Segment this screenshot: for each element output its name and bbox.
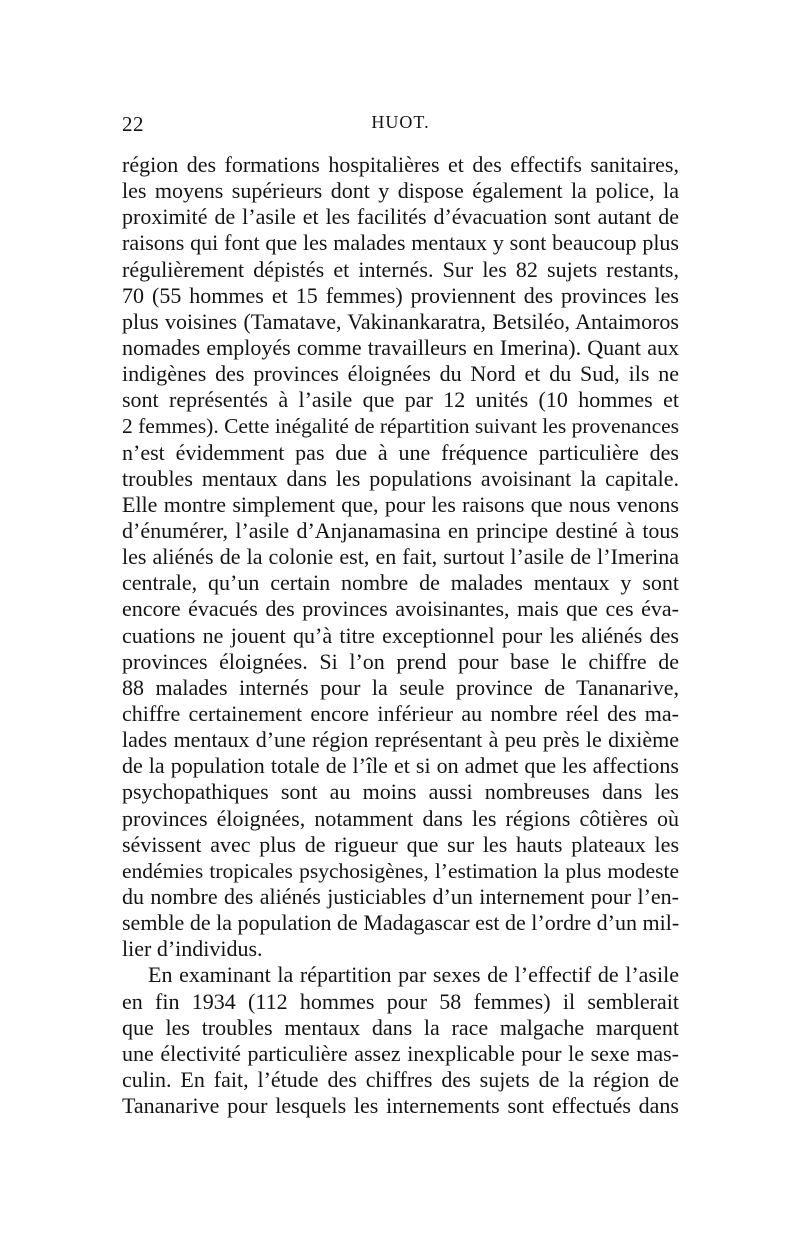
- page-number: 22: [122, 112, 144, 136]
- text-line: les aliénés de la colonie est, en fait, surtout l’asile de l’Imerina: [122, 544, 679, 570]
- text-line: centrale, qu’un certain nombre de malades mentaux y sont: [122, 570, 679, 596]
- text-line: n’est évidemment pas due à une fréquence particulière des: [122, 439, 679, 465]
- text-line: semble de la population de Madagascar est de l’ordre d’un mil-: [122, 910, 680, 936]
- text-line: proximité de l’asile et les facilités d’évacuation sont autant de: [122, 204, 679, 230]
- text-line: en fin 1934 (112 hommes pour 58 femmes) il semblerait: [122, 988, 679, 1014]
- text-line: Tananarive pour lesquels les internements sont effectués dans: [122, 1093, 679, 1119]
- text-line: du nombre des aliénés justiciables d’un internement pour l’en-: [122, 883, 679, 909]
- running-head: HUOT.: [371, 112, 430, 132]
- text-line: endémies tropicales psychosigènes, l’estimation la plus modeste: [122, 858, 679, 883]
- text-line: sévissent avec plus de rigueur que sur les hauts plateaux les: [122, 831, 679, 857]
- text-line: région des formations hospitalières et des effectifs sanitaires,: [122, 152, 679, 177]
- text-line: que les troubles mentaux dans la race malgache marquent: [122, 1014, 679, 1040]
- text-line: chiffre certainement encore inférieur au nombre réel des ma-: [122, 700, 679, 726]
- text-line: psychopathiques sont au moins aussi nombreuses dans les: [122, 779, 679, 805]
- text-line: régulièrement dépistés et internés. Sur les 82 sujets restants,: [122, 256, 679, 282]
- text-line: les moyens supérieurs dont y dispose également la police, la: [122, 178, 679, 204]
- body-text: [122, 152, 679, 1119]
- text-line: 88 malades internés pour la seule province de Tananarive,: [122, 674, 679, 700]
- text-line: cuations ne jouent qu’à titre exceptionnel pour les aliénés des: [122, 622, 679, 648]
- text-line: provinces éloignées, notamment dans les régions côtières où: [122, 805, 679, 831]
- text-line: troubles mentaux dans les populations avoisinant la capitale.: [122, 465, 679, 491]
- text-line: raisons qui font que les malades mentaux y sont beaucoup plus: [122, 230, 679, 256]
- text-line: de la population totale de l’île et si on admet que les affections: [122, 753, 679, 779]
- paragraph-start-line: En examinant la répartition par sexes de l’effectif de l’asile: [148, 962, 679, 988]
- text-line: culin. En fait, l’étude des chiffres des sujets de la région de: [122, 1066, 679, 1092]
- text-line: plus voisines (Tamatave, Vakinankaratra, Betsiléo, Antaimoros: [122, 308, 679, 334]
- text-line: 2 femmes). Cette inégalité de répartition suivant les provenances: [122, 414, 680, 439]
- page-header: [122, 112, 679, 142]
- text-line: encore évacués des provinces avoisinantes, mais que ces éva-: [122, 596, 679, 622]
- text-line: Elle montre simplement que, pour les raisons que nous venons: [122, 491, 679, 517]
- text-line: 70 (55 hommes et 15 femmes) proviennent des provinces les: [122, 282, 679, 308]
- text-line: nomades employés comme travailleurs en Imerina). Quant aux: [122, 334, 679, 360]
- text-line: provinces éloignées. Si l’on prend pour base le chiffre de: [122, 648, 679, 674]
- text-line: sont représentés à l’asile que par 12 unités (10 hommes et: [122, 387, 679, 413]
- text-line: indigènes des provinces éloignées du Nord et du Sud, ils ne: [122, 361, 679, 387]
- text-line: une électivité particulière assez inexplicable pour le sexe mas-: [122, 1040, 679, 1066]
- paragraph-end-line: lier d’individus.: [122, 936, 263, 962]
- text-line: d’énumérer, l’asile d’Anjanamasina en principe destiné à tous: [122, 517, 679, 543]
- text-line: lades mentaux d’une région représentant à peu près le dixième: [122, 727, 679, 753]
